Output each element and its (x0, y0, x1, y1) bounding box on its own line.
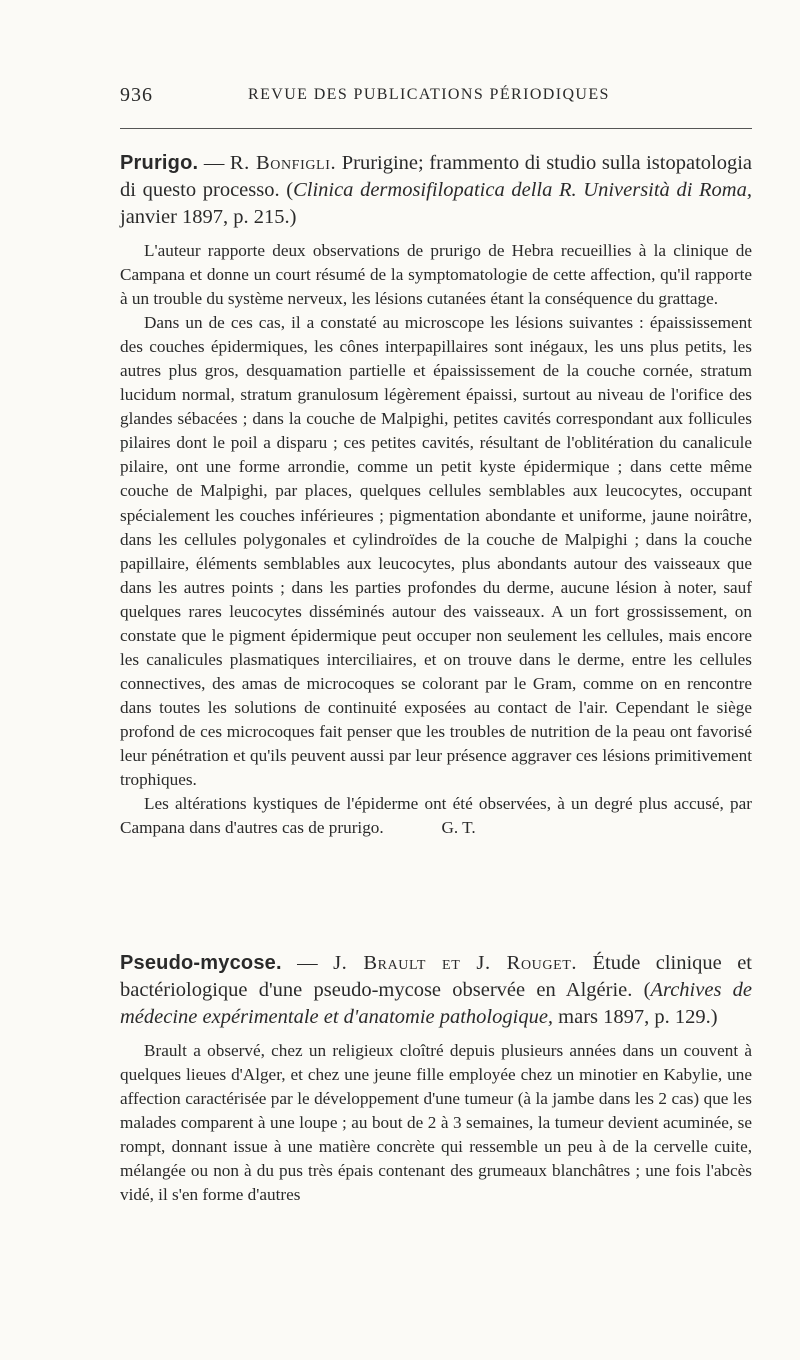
entry-heading (120, 950, 752, 1031)
entry-journal: Clinica dermosifilopatica della R. Università di Roma, (293, 179, 752, 201)
entry-work-title: Étude clinique et bactériologique d'une pseudo-mycose observée en Algérie. ( (120, 952, 752, 1001)
dash: — (198, 152, 230, 174)
page-number: 936 (120, 84, 153, 106)
entry-journal: Archives de médecine expérimentale et d'anatomie pathologique, (120, 979, 753, 1028)
header-rule (120, 128, 752, 129)
entry-heading (120, 150, 752, 231)
paragraph-last (120, 792, 752, 840)
entry-work-title: Prurigine; frammento di studio sulla istopatologia di questo processo. ( (120, 152, 752, 201)
entry-author: R. Bonfigli. (229, 152, 337, 174)
paragraph: Dans un de ces cas, il a constaté au microscope les lésions suivantes : épaississement des couches épidermiques, les cônes interpapillaires sont inégaux, les uns plus petits, les autres plus gros, desquamation partielle et épaississement de la couche cornée, stratum lucidum normal, stratum granulosum légèrement épaissi, surtout au niveau de l'orifice des glandes sébacées ; dans la couche de Malpighi, petites cavités correspondant aux follicules pilaires dont le poil a disparu ; ces petites cavités, résultant de l'oblitération du canalicule pilaire, ont une forme arrondie, comme un petit kyste épidermique ; dans cette même couche de Malpighi, par places, quelques cellules semblables aux leucocytes, occupant spécialement les couches inférieures ; pigmentation abondante et uniforme, jaune noirâtre, dans les cellules polygonales et cylindroïdes de la couche de Malpighi ; dans la couche papillaire, éléments semblables aux leucocytes, plus abondants autour des vaisseaux que dans les autres points ; dans les parties profondes du derme, aucune lésion à noter, sauf quelques rares leucocytes disséminés autour des vaisseaux. A un fort grossissement, on constate que le pigment épidermique peut occuper non seulement les cellules, mais encore les canalicules plasmatiques interciliaires, et on trouve dans le derme, entre les cellules connectives, des amas de microcoques se colorant par le Gram, comme on en rencontre dans toutes les solutions de continuité exposées au contact de l'air. Cependant le siège profond de ces microcoques fait penser que les troubles de nutrition de la peau ont favorisé leur pénétration et qu'ils peuvent aussi par leur présence aggraver ces lésions primitivement trophiques. (120, 313, 752, 790)
reviewer-signature: G. T. (441, 818, 476, 838)
paragraph: L'auteur rapporte deux observations de prurigo de Hebra recueillies à la clinique de Campana et donne un court résumé de la symptomatologie de cette affection, qu'il rapporte à un trouble du système nerveux, les lésions cutanées étant la conséquence du grattage. (120, 241, 752, 309)
review-entry-pseudo-mycose (120, 950, 752, 1207)
entry-citation: janvier 1897, p. 215.) (120, 206, 297, 228)
entry-title: Pseudo-mycose. (120, 952, 282, 974)
entry-citation: mars 1897, p. 129.) (553, 1006, 718, 1028)
review-entry-prurigo (120, 150, 752, 840)
paragraph: Brault a observé, chez un religieux cloîtré depuis plusieurs années dans un couvent à quelques lieues d'Alger, et chez une jeune fille employée chez un minotier en Kabylie, une affection caractérisée par le développement d'une tumeur (à la jambe dans les 2 cas) que les malades comparent à une loupe ; au bout de 2 à 3 semaines, la tumeur devient acuminée, se rompt, donnant issue à une matière concrète qui ressemble un peu à de la cervelle cuite, mélangée ou non à du pus très épais contenant des grumeaux blanchâtres ; une fois l'abcès vidé, il s'en forme d'autres (120, 1041, 752, 1205)
page-header (120, 80, 752, 114)
paragraph-text: Les altérations kystiques de l'épiderme ont été observées, à un degré plus accusé, par Campana dans d'autres cas de prurigo. (120, 794, 752, 838)
dash: — (281, 952, 334, 974)
entry-title: Prurigo. (120, 152, 199, 174)
entry-author: J. Brault et J. Rouget. (333, 952, 578, 974)
running-title: REVUE DES PUBLICATIONS PÉRIODIQUES (248, 86, 610, 103)
